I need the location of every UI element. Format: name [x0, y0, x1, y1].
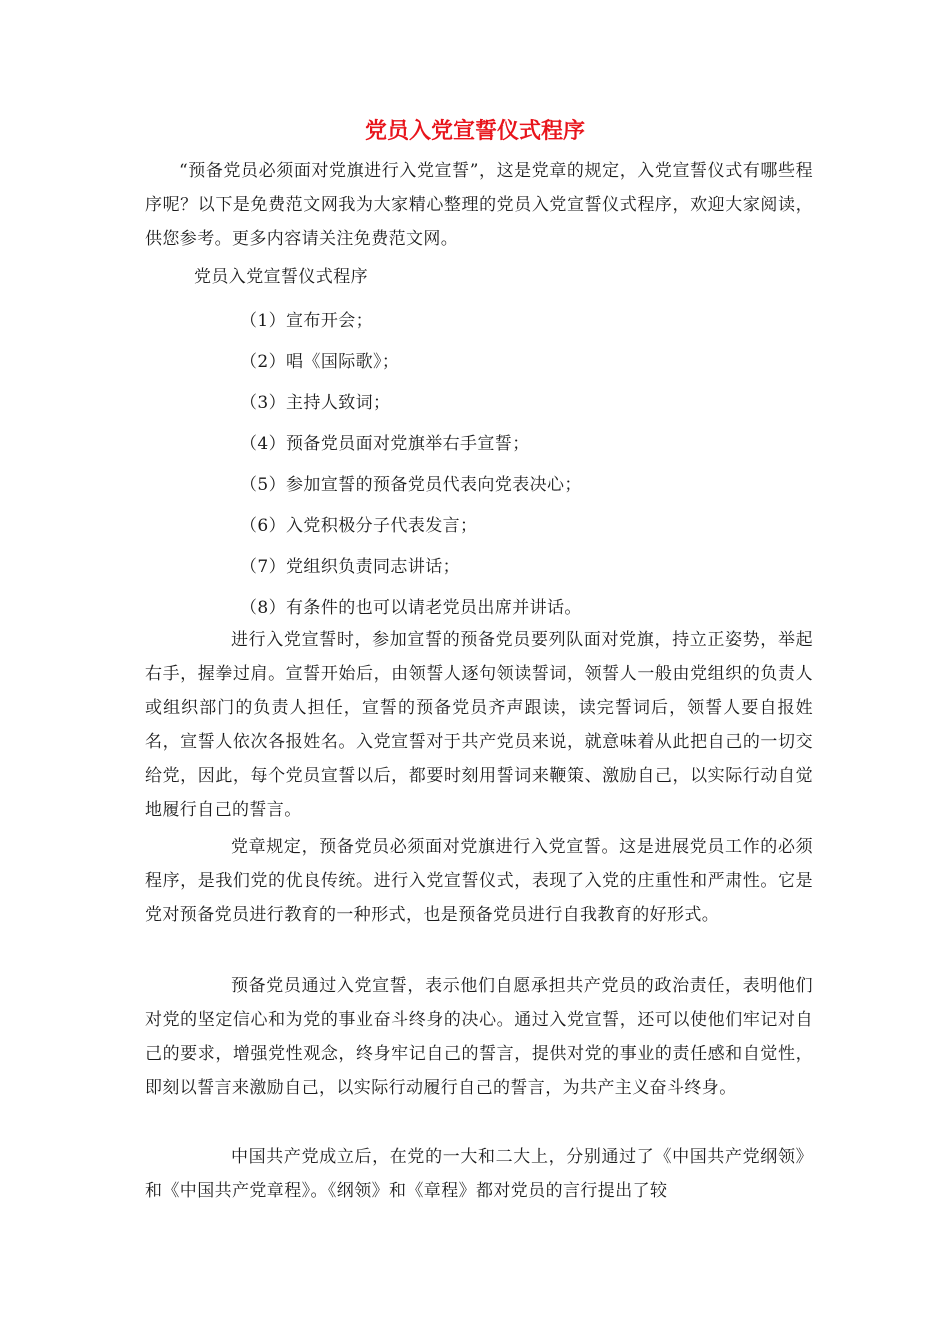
procedure-step: （1）宣布开会；: [240, 311, 374, 331]
procedure-step: （5）参加宣誓的预备党员代表向党表决心；: [240, 475, 582, 495]
procedure-step: （6）入党积极分子代表发言；: [240, 516, 478, 536]
body-paragraph: 中国共产党成立后，在党的一大和二大上，分别通过了《中国共产党纲领》和《中国共产党章程》。《纲领》和《章程》都对党员的言行提出了较: [145, 1147, 813, 1201]
body-paragraph: 党章规定，预备党员必须面对党旗进行入党宣誓。这是进展党员工作的必须程序，是我们党的优良传统。进行入党宣誓仪式，表现了入党的庄重性和严肃性。它是党对预备党员进行教育的一种形式，也是预备党员进行自我教育的好形式。: [145, 837, 813, 925]
body-paragraph: 预备党员通过入党宣誓，表示他们自愿承担共产党员的政治责任，表明他们对党的坚定信心和为党的事业奋斗终身的决心。通过入党宣誓，还可以使他们牢记对自己的要求，增强党性观念，终身牢记自己的誓言，提供对党的事业的责任感和自觉性，即刻以誓言来激励自己，以实际行动履行自己的誓言，为共产主义奋斗终身。: [145, 976, 813, 1098]
procedure-step: （2）唱《国际歌》；: [240, 352, 400, 372]
procedure-step: （3）主持人致词；: [240, 393, 391, 413]
procedure-step: （8）有条件的也可以请老党员出席并讲话。: [240, 598, 582, 618]
section-heading: 党员入党宣誓仪式程序: [194, 267, 368, 287]
body-paragraph: 进行入党宣誓时，参加宣誓的预备党员要列队面对党旗，持立正姿势，举起右手，握拳过肩。宣誓开始后，由领誓人逐句领读誓词，领誓人一般由党组织的负责人或组织部门的负责人担任，宣誓的预备党员齐声跟读，读完誓词后，领誓人要自报姓名，宣誓人依次各报姓名。入党宣誓对于共产党员来说，就意味着从此把自己的一切交给党，因此，每个党员宣誓以后，都要时刻用誓词来鞭策、激励自己，以实际行动自觉地履行自己的誓言。: [145, 630, 813, 820]
procedure-step: （4）预备党员面对党旗举右手宣誓；: [240, 434, 530, 454]
document-title: 党员入党宣誓仪式程序: [364, 119, 585, 144]
procedure-list: [240, 301, 582, 629]
intro-paragraph: “预备党员必须面对党旗进行入党宣誓”，这是党章的规定，入党宣誓仪式有哪些程序呢？以下是免费范文网我为大家精心整理的党员入党宣誓仪式程序，欢迎大家阅读，供您参考。更多内容请关注免费范文网。: [145, 161, 813, 249]
procedure-step: （7）党组织负责同志讲话；: [240, 557, 461, 577]
